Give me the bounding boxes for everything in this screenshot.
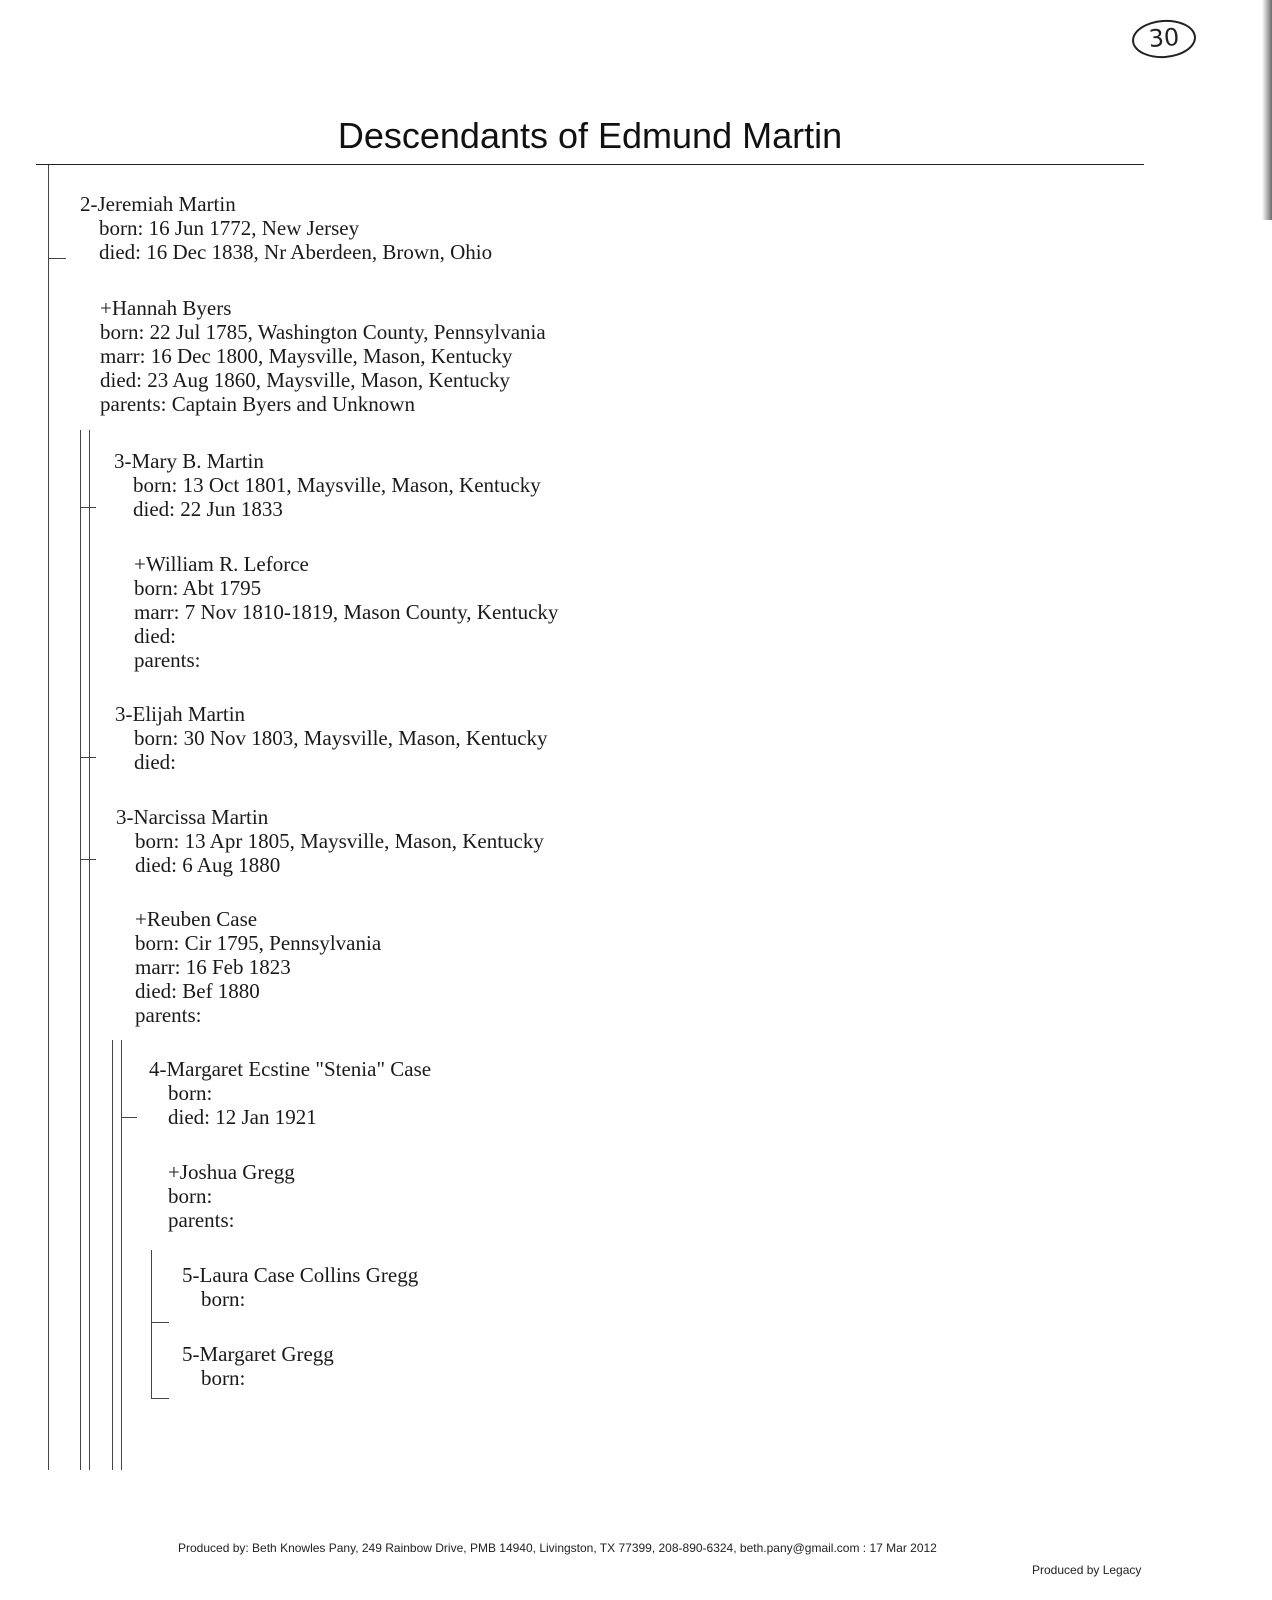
tree-branch-gen5-laura: [151, 1322, 169, 1323]
person-entry-margaret-gregg: [182, 1342, 334, 1390]
spouse-entry-hannah-byers: [81, 296, 546, 416]
person-entry-jeremiah-martin: [80, 192, 492, 264]
born-line: born: 30 Nov 1803, Maysville, Mason, Kentucky: [134, 726, 548, 750]
person-name: 3-Elijah Martin: [115, 702, 246, 726]
died-line: died: 6 Aug 1880: [135, 853, 281, 877]
tree-line-gen3-b: [89, 430, 90, 1470]
born-line: born:: [168, 1184, 213, 1208]
tree-branch-gen3-narcissa: [80, 859, 96, 860]
parents-line: parents:: [134, 648, 201, 672]
person-name: 4-Margaret Ecstine "Stenia" Case: [149, 1057, 432, 1081]
person-entry-margaret-ecstine-case: [149, 1057, 431, 1129]
died-line: died:: [134, 624, 176, 648]
person-name: 3-Mary B. Martin: [114, 449, 264, 473]
footer-software-credit: Produced by Legacy: [1032, 1563, 1142, 1577]
person-entry-laura-case-collins-gregg: [182, 1263, 418, 1311]
person-name: 2-Jeremiah Martin: [80, 192, 236, 216]
died-line: died: 16 Dec 1838, Nr Aberdeen, Brown, Ohio: [99, 240, 493, 264]
tree-branch-gen4-margaret: [121, 1117, 137, 1118]
marr-line: marr: 7 Nov 1810-1819, Mason County, Kentucky: [134, 600, 559, 624]
died-line: died:: [134, 750, 176, 774]
born-line: born: Abt 1795: [134, 576, 262, 600]
born-line: born: 13 Oct 1801, Maysville, Mason, Kentucky: [133, 473, 541, 497]
born-line: born: Cir 1795, Pennsylvania: [135, 931, 382, 955]
spouse-name: +William R. Leforce: [134, 552, 309, 576]
died-line: died: Bef 1880: [135, 979, 260, 1003]
spouse-entry-william-r-leforce: [115, 552, 558, 672]
born-line: born: 22 Jul 1785, Washington County, Pennsylvania: [100, 320, 546, 344]
spouse-entry-reuben-case: [116, 907, 381, 1027]
died-line: died: 12 Jan 1921: [168, 1105, 317, 1129]
born-line: born: 16 Jun 1772, New Jersey: [99, 216, 360, 240]
tree-branch-gen2: [48, 258, 66, 259]
parents-line: parents:: [168, 1208, 235, 1232]
born-line: born: 13 Apr 1805, Maysville, Mason, Kentucky: [135, 829, 544, 853]
tree-line-gen2: [48, 165, 49, 1470]
born-line: born:: [201, 1287, 246, 1311]
person-entry-narcissa-martin: [116, 805, 544, 877]
scan-edge-shadow: [1262, 0, 1272, 220]
tree-line-gen3-a: [80, 430, 81, 1470]
spouse-entry-joshua-gregg: [149, 1160, 295, 1232]
person-entry-elijah-martin: [115, 702, 548, 774]
footer-producer-info: Produced by: Beth Knowles Pany, 249 Rainbow Drive, PMB 14940, Livingston, TX 77399, 208-890-6324, beth.pany@gmail.com : 17 Mar 2012: [178, 1541, 937, 1555]
spouse-name: +Reuben Case: [135, 907, 258, 931]
spouse-name: +Joshua Gregg: [168, 1160, 295, 1184]
born-line: born:: [168, 1081, 213, 1105]
tree-branch-gen3-mary: [80, 507, 96, 508]
person-name: 5-Laura Case Collins Gregg: [182, 1263, 419, 1287]
died-line: died: 22 Jun 1833: [133, 497, 283, 521]
marr-line: marr: 16 Dec 1800, Maysville, Mason, Kentucky: [100, 344, 513, 368]
handwritten-page-number: 30: [1131, 18, 1197, 60]
tree-line-gen4-a: [112, 1040, 113, 1470]
tree-branch-gen3-elijah: [80, 757, 96, 758]
person-name: 3-Narcissa Martin: [116, 805, 269, 829]
tree-branch-gen5-margaret: [151, 1398, 169, 1399]
parents-line: parents: Captain Byers and Unknown: [100, 392, 415, 416]
spouse-name: +Hannah Byers: [100, 296, 232, 320]
born-line: born:: [201, 1366, 246, 1390]
died-line: died: 23 Aug 1860, Maysville, Mason, Kentucky: [100, 368, 511, 392]
page-title: Descendants of Edmund Martin: [337, 115, 843, 156]
tree-line-gen5: [151, 1250, 152, 1398]
title-divider: [36, 164, 1144, 165]
tree-line-gen4-b: [121, 1040, 122, 1470]
person-entry-mary-b-martin: [114, 449, 541, 521]
person-name: 5-Margaret Gregg: [182, 1342, 334, 1366]
parents-line: parents:: [135, 1003, 202, 1027]
marr-line: marr: 16 Feb 1823: [135, 955, 291, 979]
